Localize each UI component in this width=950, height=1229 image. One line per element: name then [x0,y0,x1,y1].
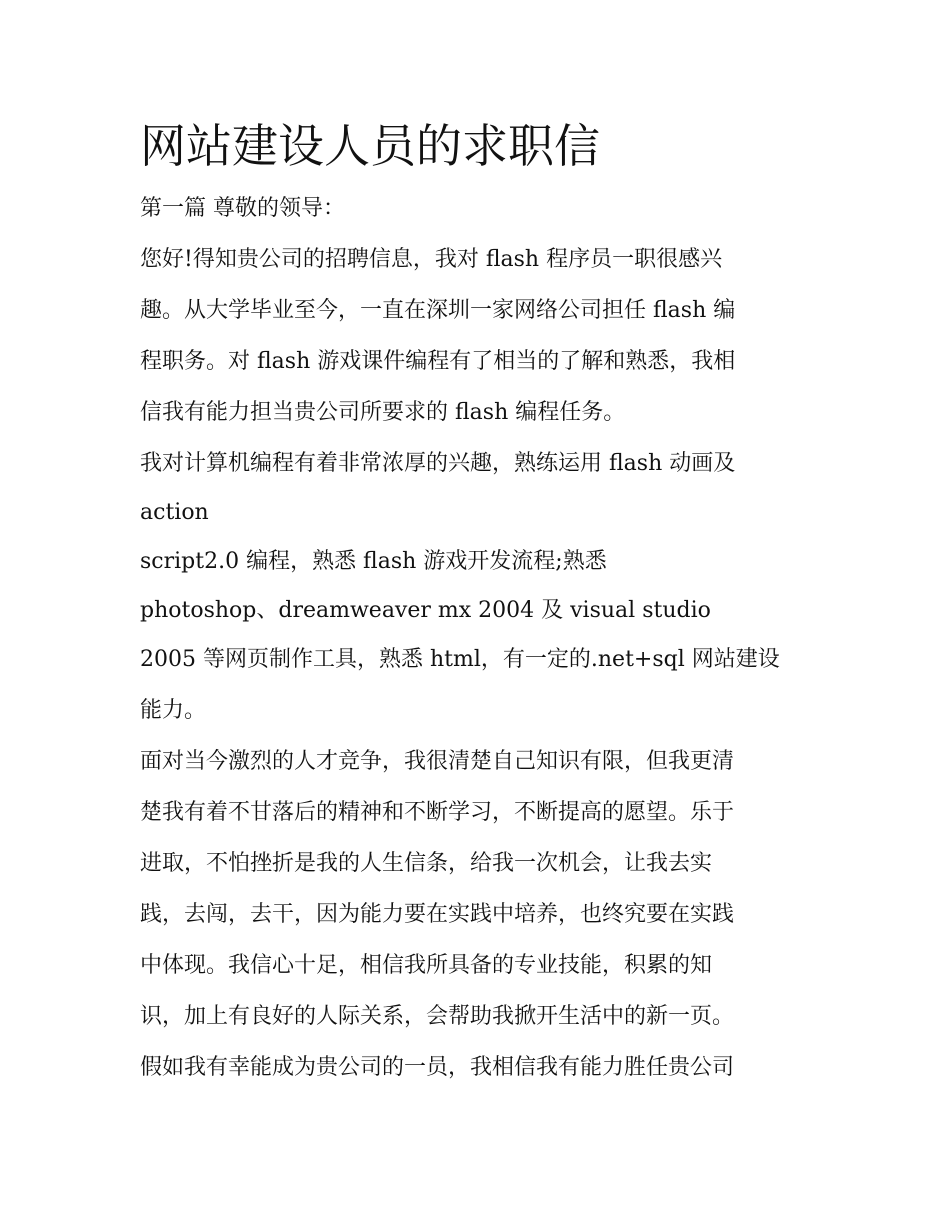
paragraph-line: 假如我有幸能成为贵公司的一员，我相信我有能力胜任贵公司 [140,1055,735,1080]
paragraph-line: 能力。 [140,698,207,723]
paragraph-line: photoshop、dreamweaver mx 2004 及 visual studio [140,598,711,623]
paragraph-line: 识，加上有良好的人际关系，会帮助我掀开生活中的新一页。 [140,1004,735,1029]
document-body [140,110,820,1108]
paragraph-line: 中体现。我信心十足，相信我所具备的专业技能，积累的知 [140,953,713,978]
paragraph-line: 我对计算机编程有着非常浓厚的兴趣，熟练运用 flash 动画及 [140,451,736,476]
paragraph-line: script2.0 编程，熟悉 flash 游戏开发流程;熟悉 [140,549,607,574]
paragraph-line: 面对当今激烈的人才竞争，我很清楚自己知识有限，但我更清 [140,749,735,774]
paragraph-line: 趣。从大学毕业至今，一直在深圳一家网络公司担任 flash 编 [140,298,736,323]
paragraph-line: action [140,500,209,525]
paragraph-line: 楚我有着不甘落后的精神和不断学习，不断提高的愿望。乐于 [140,800,735,825]
paragraph-line: 2005 等网页制作工具，熟悉 html，有一定的.net+sql 网站建设 [140,647,780,672]
paragraph-line: 您好!得知贵公司的招聘信息，我对 flash 程序员一职很感兴 [140,247,723,272]
document-title: 网站建设人员的求职信 [140,119,600,173]
paragraph-line: 程职务。对 flash 游戏课件编程有了相当的了解和熟悉，我相 [140,349,736,374]
paragraph-line: 第一篇 尊敬的领导： [140,196,345,221]
paragraph-line: 信我有能力担当贵公司所要求的 flash 编程任务。 [140,400,626,425]
paragraph-line: 践，去闯，去干，因为能力要在实践中培养，也终究要在实践 [140,902,735,927]
paragraph-line: 进取，不怕挫折是我的人生信条，给我一次机会，让我去实 [140,851,713,876]
